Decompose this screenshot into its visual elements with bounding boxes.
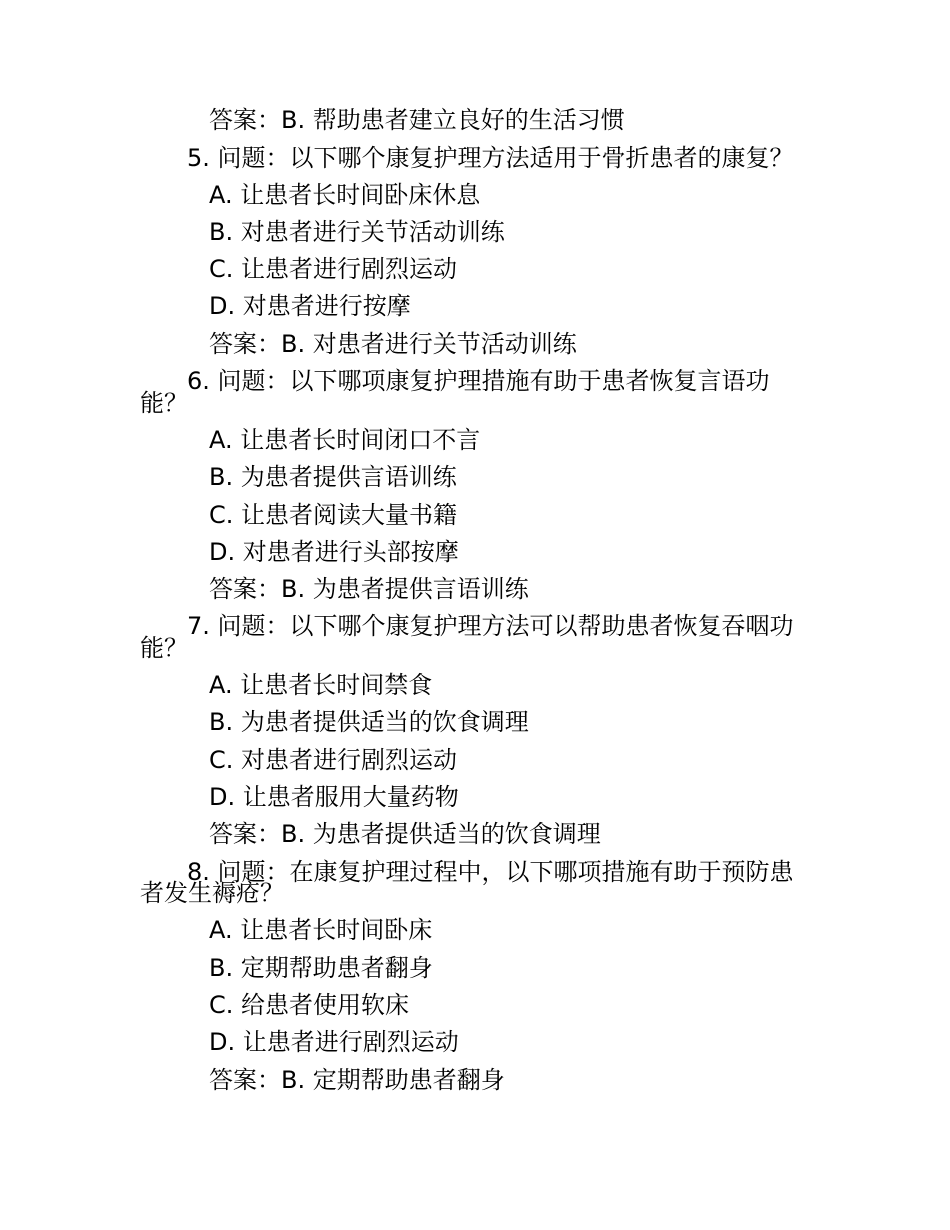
question-5-option-c: C. 让患者进行剧烈运动 xyxy=(209,255,458,283)
question-7-text: 7. 问题：以下哪个康复护理方法可以帮助患者恢复吞咽功 xyxy=(187,612,794,640)
question-8-text-wrap: 者发生褥疮？ xyxy=(140,879,284,907)
question-6-text-wrap: 能？ xyxy=(140,389,188,417)
question-6-text: 6. 问题：以下哪项康复护理措施有助于患者恢复言语功 xyxy=(187,367,770,395)
question-6-option-a: A. 让患者长时间闭口不言 xyxy=(209,426,481,454)
question-8-answer: 答案：B. 定期帮助患者翻身 xyxy=(209,1066,505,1094)
question-8-option-d: D. 让患者进行剧烈运动 xyxy=(209,1028,459,1056)
question-7-option-c: C. 对患者进行剧烈运动 xyxy=(209,746,458,774)
question-5-text: 5. 问题：以下哪个康复护理方法适用于骨折患者的康复？ xyxy=(187,144,794,172)
question-5-option-a: A. 让患者长时间卧床休息 xyxy=(209,181,481,209)
question-5-option-b: B. 对患者进行关节活动训练 xyxy=(209,218,505,246)
question-6-option-b: B. 为患者提供言语训练 xyxy=(209,463,457,491)
question-8-option-c: C. 给患者使用软床 xyxy=(209,991,410,1019)
question-7-answer: 答案：B. 为患者提供适当的饮食调理 xyxy=(209,820,601,848)
question-7-option-b: B. 为患者提供适当的饮食调理 xyxy=(209,708,529,736)
question-8-text: 8. 问题：在康复护理过程中，以下哪项措施有助于预防患 xyxy=(187,858,794,886)
previous-answer: 答案：B. 帮助患者建立良好的生活习惯 xyxy=(209,106,625,134)
question-6-option-c: C. 让患者阅读大量书籍 xyxy=(209,501,458,529)
question-7-option-a: A. 让患者长时间禁食 xyxy=(209,671,433,699)
question-8-option-b: B. 定期帮助患者翻身 xyxy=(209,954,433,982)
question-5-answer: 答案：B. 对患者进行关节活动训练 xyxy=(209,330,577,358)
question-6-answer: 答案：B. 为患者提供言语训练 xyxy=(209,575,529,603)
question-6-option-d: D. 对患者进行头部按摩 xyxy=(209,538,459,566)
question-7-text-wrap: 能？ xyxy=(140,634,188,662)
question-7-option-d: D. 让患者服用大量药物 xyxy=(209,783,459,811)
question-5-option-d: D. 对患者进行按摩 xyxy=(209,292,411,320)
question-8-option-a: A. 让患者长时间卧床 xyxy=(209,916,433,944)
